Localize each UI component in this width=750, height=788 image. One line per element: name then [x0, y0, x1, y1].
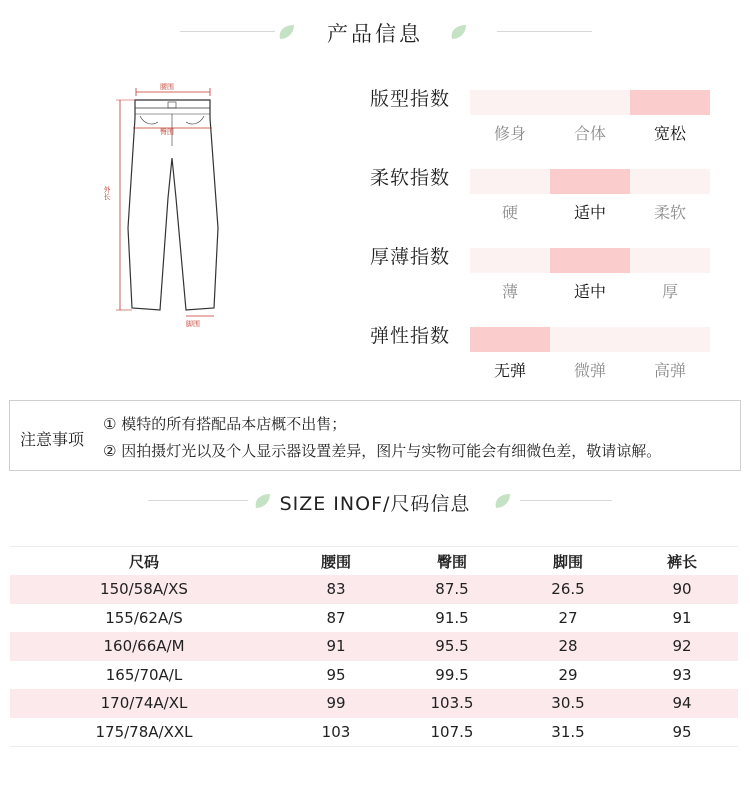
table-cell: 155/62A/S: [105, 608, 183, 627]
size-info-title: SIZE INOF/尺码信息: [279, 493, 471, 515]
table-row: [10, 661, 738, 690]
index-option: 合体: [573, 124, 606, 143]
index-option-selected: 适中: [573, 282, 606, 301]
table-cell: 91: [672, 608, 692, 627]
index-option-selected: 宽松: [653, 124, 686, 143]
index-bar: [470, 248, 710, 273]
table-cell: 107.5: [394, 718, 510, 747]
table-cell: 160/66A/M: [10, 632, 278, 661]
table-row: [10, 604, 738, 633]
waist-label: 腰围: [160, 83, 174, 91]
size-table: [10, 546, 738, 747]
product-info-header: [0, 12, 750, 52]
table-cell: 91.5: [435, 608, 469, 627]
table-cell: 90: [626, 575, 738, 604]
column-header: 脚围: [510, 547, 626, 576]
index-option: 厚: [661, 282, 678, 301]
fit-index-row: [0, 84, 750, 144]
table-cell: 30.5: [510, 689, 626, 718]
leaf-icon: [448, 21, 470, 43]
table-cell: 27: [558, 608, 578, 627]
index-segment-selected: [550, 169, 630, 194]
divider-right: [497, 31, 592, 32]
hip-label: 臀围: [160, 128, 174, 136]
table-cell: 94: [626, 689, 738, 718]
divider-right: [520, 500, 612, 501]
table-cell: 93: [672, 665, 692, 684]
table-cell: 175/78A/XXL: [10, 718, 278, 747]
index-bar: [470, 90, 710, 115]
index-segment: [550, 90, 630, 115]
elasticity-index-row: [0, 321, 750, 381]
index-option: 硬: [501, 203, 518, 222]
notice-line: ② 因拍摄灯光以及个人显示器设置差异，图片与实物可能会有细微色差，敬请谅解。: [103, 442, 662, 460]
table-cell: 99.5: [435, 665, 469, 684]
table-cell: 28: [510, 632, 626, 661]
index-segment: [470, 90, 550, 115]
index-segment-selected: [470, 327, 550, 352]
index-segment-selected: [630, 90, 710, 115]
index-option: 柔软: [653, 203, 686, 222]
index-name: 弹性指数: [370, 325, 451, 347]
table-cell: 170/74A/XL: [10, 689, 278, 718]
index-name: 版型指数: [370, 88, 451, 110]
table-header-row: [10, 547, 738, 576]
index-bar: [470, 169, 710, 194]
product-info-title: 产品信息: [327, 22, 423, 46]
index-option-selected: 适中: [573, 203, 606, 222]
column-header: 尺码: [10, 547, 278, 576]
table-cell: 87: [326, 608, 346, 627]
table-row: [10, 689, 738, 718]
table-cell: 87.5: [394, 575, 510, 604]
index-bar: [470, 327, 710, 352]
table-cell: 95: [326, 665, 346, 684]
index-segment: [630, 327, 710, 352]
index-segment: [470, 169, 550, 194]
index-segment: [630, 248, 710, 273]
index-segment: [550, 327, 630, 352]
index-segment: [470, 248, 550, 273]
table-cell: 99: [278, 689, 394, 718]
table-cell: 95: [626, 718, 738, 747]
table-row: [10, 718, 738, 747]
length-label: 外长: [103, 186, 111, 200]
table-row: [10, 632, 738, 661]
hem-label: 脚围: [186, 320, 200, 328]
size-info-header: [0, 481, 750, 521]
table-cell: 83: [278, 575, 394, 604]
index-option: 薄: [501, 282, 518, 301]
table-cell: 150/58A/XS: [10, 575, 278, 604]
column-header: 臀围: [394, 547, 510, 576]
index-name: 柔软指数: [370, 167, 451, 189]
table-cell: 92: [626, 632, 738, 661]
index-name: 厚薄指数: [370, 246, 451, 268]
table-cell: 91: [278, 632, 394, 661]
thickness-index-row: [0, 242, 750, 302]
notice-title: 注意事项: [20, 430, 85, 449]
index-segment: [630, 169, 710, 194]
table-cell: 103: [278, 718, 394, 747]
table-row: [10, 575, 738, 604]
notice-line: ① 模特的所有搭配品本店概不出售；: [103, 415, 347, 433]
table-cell: 165/70A/L: [105, 665, 183, 684]
column-header: 腰围: [278, 547, 394, 576]
index-segment-selected: [550, 248, 630, 273]
table-cell: 103.5: [394, 689, 510, 718]
table-cell: 31.5: [510, 718, 626, 747]
index-option: 高弹: [653, 361, 686, 380]
softness-index-row: [0, 163, 750, 223]
index-option: 微弹: [573, 361, 606, 380]
table-cell: 29: [558, 665, 578, 684]
index-option-selected: 无弹: [493, 361, 526, 380]
table-cell: 95.5: [394, 632, 510, 661]
notice-box: [9, 400, 741, 471]
table-cell: 26.5: [510, 575, 626, 604]
column-header: 裤长: [626, 547, 738, 576]
index-option: 修身: [493, 124, 526, 143]
leaf-icon: [492, 490, 514, 512]
